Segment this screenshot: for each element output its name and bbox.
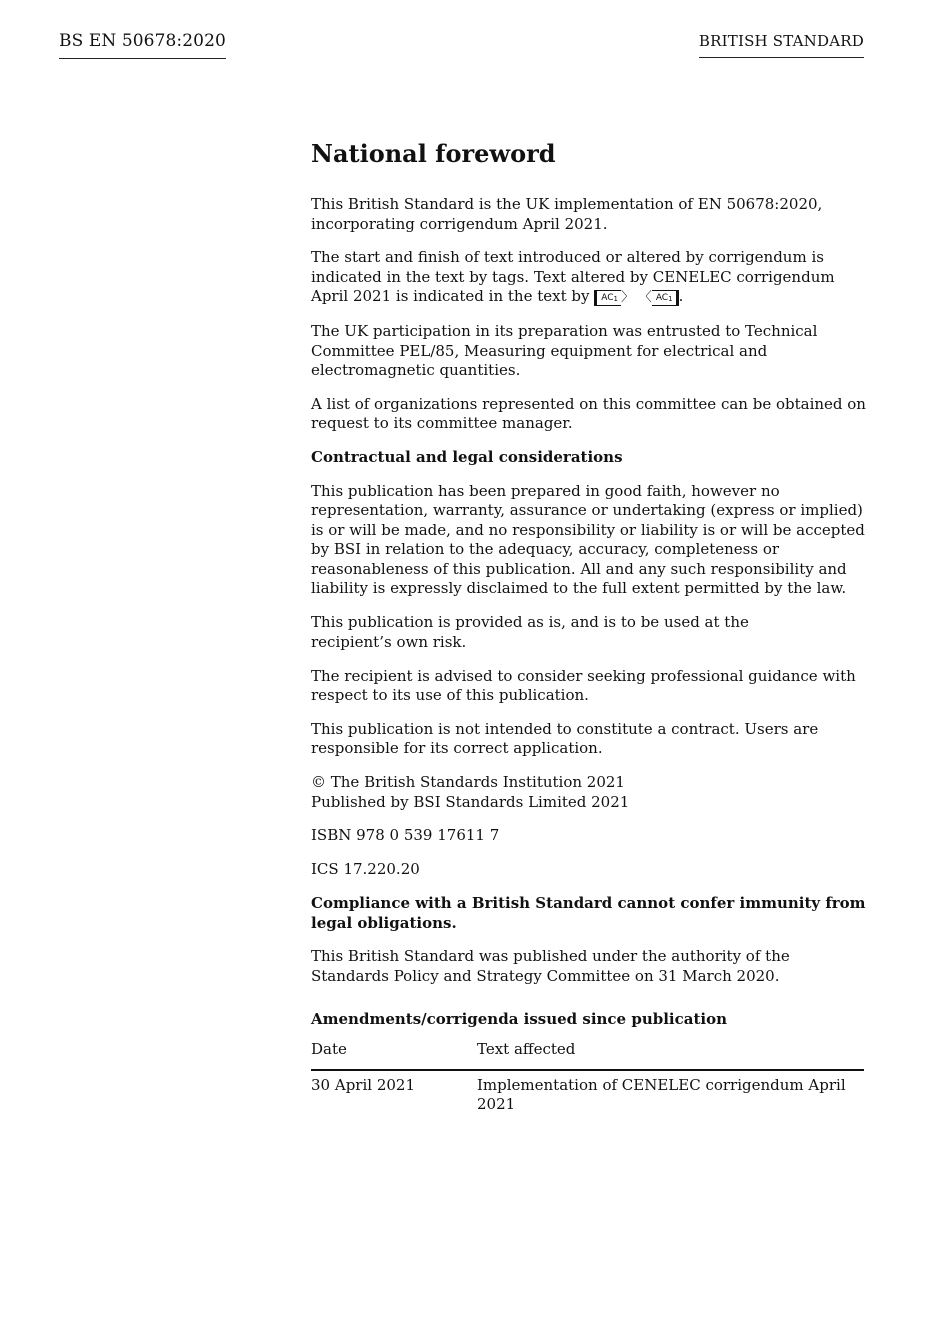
heading-contractual: Contractual and legal considerations [311,448,623,467]
amendments-table [311,1037,864,1114]
tag-sub: 1 [613,295,618,304]
standard-series: BRITISH STANDARD [699,32,864,58]
paragraph-tags [311,248,867,308]
tag-label: AC [601,293,614,304]
paragraph-contract: This publication is not intended to constitute a contract. Users are responsible for its correct application. [311,719,819,758]
tag-label: AC [655,293,669,304]
paragraph-risk-line2: recipient’s own risk. [311,632,467,651]
paragraph-organizations: A list of organizations represented on this committee can be obtained on request to its committee manager. [311,394,866,433]
national-foreword [311,138,867,1114]
paragraph-implementation: This British Standard is the UK implementation of EN 50678:2020, incorporating corrigendum April 2021. [311,195,823,233]
amendment-date: 30 April 2021 [311,1076,415,1095]
publisher-line: Published by BSI Standards Limited 2021 [311,792,630,811]
paragraph-risk-line1: This publication is provided as is, and is to be used at the [311,613,749,632]
isbn: ISBN 978 0 539 17611 7 [311,826,500,845]
amendments-title: Amendments/corrigenda issued since publication [311,1010,727,1029]
tag-sub: 1 [668,295,673,304]
paragraph-committee: The UK participation in its preparation was entrusted to Technical Committee PEL/85, Measuring equipment for electrical and electromagnetic quantities. [311,322,818,380]
compliance-statement: Compliance with a British Standard cannot confer immunity from legal obligations. [311,894,866,932]
paragraph-good-faith: This publication has been prepared in good faith, however no representation, warranty, assurance or undertaking (express or implied) is or will be made, and no responsibility or liability is or will be accepted by BSI in relation to the adequacy, accuracy, completeness or reasonableness of this publication. All and any such responsibility and liability is expressly disclaimed to the full extent permitted by the law. [311,481,865,598]
paragraph-risk [311,613,867,652]
column-header-date: Date [311,1037,477,1070]
ac1-close-tag-icon [652,290,679,306]
paragraph-tags-text: The start and finish of text introduced or altered by corrigendum is indicated in the text by tags. Text altered by CENELEC corrigendum April 2021 is indicated in the text by [311,248,835,306]
paragraph-tags-end: . [678,287,684,306]
tag-chevron-left-icon: 〈 [638,290,652,306]
ac1-open-tag-icon [594,290,621,306]
paragraph-authority: This British Standard was published under the authority of the Standards Policy and Strategy Committee on 31 March 2020. [311,947,790,985]
copyright-line: © The British Standards Institution 2021 [311,773,625,792]
amendment-text: Implementation of CENELEC corrigendum April 2021 [477,1076,846,1114]
page-title: National foreword [311,139,556,168]
column-header-text-affected: Text affected [477,1037,864,1070]
tag-chevron-right-icon: 〉 [621,290,635,306]
amendments-header-row [311,1037,864,1070]
ics: ICS 17.220.20 [311,860,420,879]
document-id: BS EN 50678:2020 [59,31,226,59]
copyright-block [311,773,867,812]
paragraph-guidance: The recipient is advised to consider seeking professional guidance with respect to its use of this publication. [311,666,856,705]
table-row [311,1070,864,1114]
